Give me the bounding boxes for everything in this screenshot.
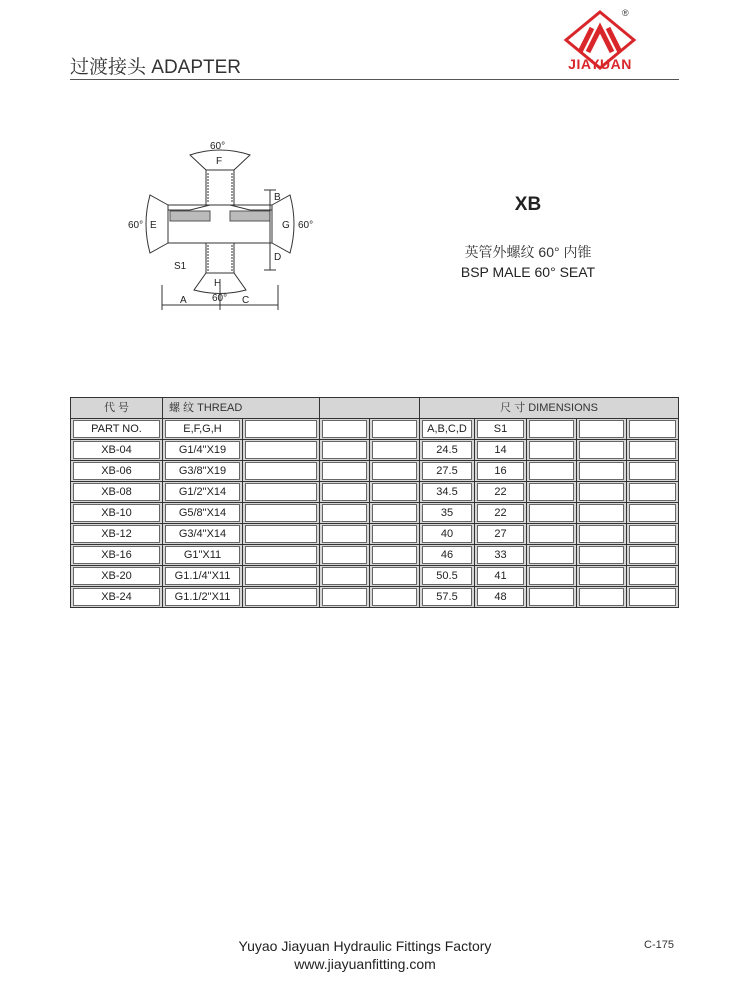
empty-cell (322, 525, 367, 543)
part-no-header: PART NO. (73, 420, 160, 438)
empty-cell (579, 567, 624, 585)
empty-cell (629, 567, 676, 585)
empty-cell (372, 546, 417, 564)
empty-cell (529, 462, 574, 480)
empty-cell (629, 441, 676, 459)
table-row (71, 502, 679, 523)
dimensions-table (70, 397, 679, 608)
empty-cell (245, 504, 317, 522)
thread-cell: G1"X11 (165, 546, 240, 564)
registered-mark: ® (622, 8, 629, 18)
dims-header: A,B,C,D (422, 420, 472, 438)
dims-cell: 46 (422, 546, 472, 564)
thread-cell: G3/4"X14 (165, 525, 240, 543)
table-row (71, 586, 679, 607)
empty-cell (629, 588, 676, 606)
brand-name: JIAYUAN (568, 56, 632, 72)
adapter-drawing (120, 135, 320, 315)
empty-cell (372, 567, 417, 585)
empty-cell (245, 483, 317, 501)
empty-cell (245, 462, 317, 480)
empty-cell (529, 567, 574, 585)
product-description-en: BSP MALE 60° SEAT (460, 264, 596, 280)
part-no-cell: XB-06 (73, 462, 160, 480)
dims-cell: 40 (422, 525, 472, 543)
angle-bottom-label: 60° (212, 293, 228, 304)
part-no-cell: XB-20 (73, 567, 160, 585)
s1-cell: 16 (477, 462, 524, 480)
part-no-cell: XB-04 (73, 441, 160, 459)
empty-cell (579, 588, 624, 606)
dimensions-group-header: 尺 寸 DIMENSIONS (422, 400, 676, 416)
empty-cell (529, 588, 574, 606)
part-no-cell: XB-24 (73, 588, 160, 606)
dims-cell: 50.5 (422, 567, 472, 585)
empty-cell (529, 546, 574, 564)
empty-cell (579, 504, 624, 522)
angle-right-label: 60° (298, 220, 314, 231)
empty-cell (372, 525, 417, 543)
empty-cell (529, 525, 574, 543)
thread-cell: G3/8"X19 (165, 462, 240, 480)
empty-cell (322, 588, 367, 606)
table-row (71, 523, 679, 544)
thread-cell: G1/4"X19 (165, 441, 240, 459)
s1-cell: 41 (477, 567, 524, 585)
empty-cell (629, 462, 676, 480)
label-g: G (282, 220, 290, 231)
empty-cell (322, 546, 367, 564)
s1-cell: 14 (477, 441, 524, 459)
empty-cell (372, 588, 417, 606)
empty-cell (579, 462, 624, 480)
part-no-cell: XB-10 (73, 504, 160, 522)
table-row (71, 544, 679, 565)
empty-header (372, 420, 417, 438)
table-group-header-row (71, 398, 679, 419)
empty-cell (579, 441, 624, 459)
product-code: XB (514, 194, 542, 215)
s1-cell: 22 (477, 504, 524, 522)
empty-header (245, 420, 317, 438)
empty-cell (372, 504, 417, 522)
empty-cell (629, 483, 676, 501)
empty-cell (579, 483, 624, 501)
label-h: H (214, 278, 222, 289)
angle-top-label: 60° (210, 141, 226, 152)
empty-cell (322, 504, 367, 522)
thread-group-header: 螺 纹 THREAD (165, 400, 317, 416)
thread-cell: G1.1/2"X11 (165, 588, 240, 606)
s1-header: S1 (477, 420, 524, 438)
thread-cell: G5/8"X14 (165, 504, 240, 522)
empty-header (322, 420, 367, 438)
empty-cell (245, 525, 317, 543)
product-description-cn: 英管外螺纹 60° 内锥 (464, 244, 592, 260)
label-f: F (216, 156, 223, 167)
s1-cell: 48 (477, 588, 524, 606)
empty-cell (322, 567, 367, 585)
part-no-cell: XB-12 (73, 525, 160, 543)
page-number: C-175 (644, 939, 674, 951)
angle-left-label: 60° (128, 220, 144, 231)
empty-cell (322, 483, 367, 501)
empty-cell (245, 588, 317, 606)
empty-cell (529, 504, 574, 522)
table-row (71, 460, 679, 481)
empty-cell (245, 567, 317, 585)
empty-cell (372, 462, 417, 480)
empty-cell (629, 546, 676, 564)
dims-cell: 34.5 (422, 483, 472, 501)
table-row (71, 439, 679, 460)
header-divider (70, 79, 679, 80)
label-d: D (274, 252, 282, 263)
empty-cell (245, 441, 317, 459)
empty-cell (579, 525, 624, 543)
part-no-cell: XB-08 (73, 483, 160, 501)
table-row (71, 565, 679, 586)
empty-cell (579, 546, 624, 564)
label-e: E (150, 220, 157, 231)
table-column-header-row (71, 418, 679, 439)
dims-cell: 24.5 (422, 441, 472, 459)
empty-cell (529, 441, 574, 459)
label-a: A (180, 295, 187, 306)
page-title: 过渡接头 ADAPTER (70, 57, 242, 78)
label-s1: S1 (174, 261, 187, 272)
code-group-header: 代 号 (73, 400, 160, 416)
website-link[interactable]: www.jiayuanfitting.com (294, 956, 436, 972)
empty-cell (529, 483, 574, 501)
label-c: C (242, 295, 250, 306)
empty-header (579, 420, 624, 438)
empty-cell (245, 546, 317, 564)
empty-cell (372, 483, 417, 501)
s1-cell: 27 (477, 525, 524, 543)
part-no-cell: XB-16 (73, 546, 160, 564)
table-row (71, 481, 679, 502)
s1-cell: 22 (477, 483, 524, 501)
empty-cell (322, 441, 367, 459)
s1-cell: 33 (477, 546, 524, 564)
empty-cell (372, 441, 417, 459)
label-b: B (274, 192, 281, 203)
dims-cell: 35 (422, 504, 472, 522)
empty-header (629, 420, 676, 438)
blank-group-header (322, 400, 417, 416)
factory-name: Yuyao Jiayuan Hydraulic Fittings Factory (238, 938, 492, 954)
empty-cell (629, 525, 676, 543)
empty-header (529, 420, 574, 438)
empty-cell (629, 504, 676, 522)
dims-cell: 57.5 (422, 588, 472, 606)
empty-cell (322, 462, 367, 480)
thread-header: E,F,G,H (165, 420, 240, 438)
thread-cell: G1/2"X14 (165, 483, 240, 501)
dims-cell: 27.5 (422, 462, 472, 480)
thread-cell: G1.1/4"X11 (165, 567, 240, 585)
